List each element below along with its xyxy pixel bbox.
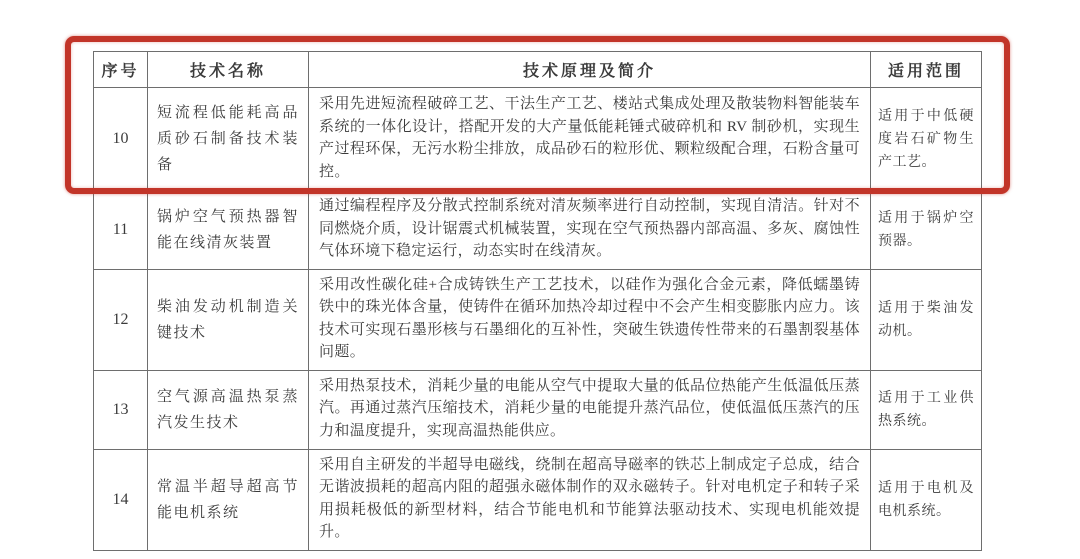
cell-serial: 13 — [94, 370, 148, 449]
table-row — [94, 88, 982, 191]
table-row — [94, 191, 982, 270]
cell-principle: 通过编程程序及分散式控制系统对清灰频率进行自动控制，实现自清洁。针对不同燃烧介质，设计锯震式机械装置，实现在空气预热器内部高温、多灰、腐蚀性气体环境下稳定运行，动态实时在线清灰。 — [309, 191, 871, 270]
cell-name: 柴油发动机制造关键技术 — [148, 269, 309, 370]
cell-scope: 适用于电机及电机系统。 — [871, 449, 982, 550]
cell-name: 常温半超导超高节能电机系统 — [148, 449, 309, 550]
table-header-row — [94, 52, 982, 88]
cell-principle: 采用热泵技术，消耗少量的电能从空气中提取大量的低品位热能产生低温低压蒸汽。再通过蒸汽压缩技术，消耗少量的电能提升蒸汽品位，使低温低压蒸汽的压力和温度提升，实现高温热能供应。 — [309, 370, 871, 449]
cell-scope: 适用于柴油发动机。 — [871, 269, 982, 370]
cell-scope: 适用于工业供热系统。 — [871, 370, 982, 449]
cell-principle: 采用先进短流程破碎工艺、干法生产工艺、楼站式集成处理及散装物料智能装车系统的一体化设计，搭配开发的大产量低能耗锤式破碎机和 RV 制砂机，实现生产过程环保，无污水粉尘排放，成品砂石的粒形优、颗粒级配合理，石粉含量可控。 — [309, 88, 871, 191]
cell-name: 短流程低能耗高品质砂石制备技术装备 — [148, 88, 309, 191]
cell-serial: 14 — [94, 449, 148, 550]
cell-name: 空气源高温热泵蒸汽发生技术 — [148, 370, 309, 449]
column-header-serial: 序号 — [94, 52, 148, 88]
table-row — [94, 269, 982, 370]
cell-serial: 12 — [94, 269, 148, 370]
cell-serial: 11 — [94, 191, 148, 270]
cell-scope: 适用于锅炉空预器。 — [871, 191, 982, 270]
cell-principle: 采用改性碳化硅+合成铸铁生产工艺技术，以硅作为强化合金元素，降低蠕墨铸铁中的珠光体含量，使铸件在循环加热冷却过程中不会产生相变膨胀内应力。该技术可实现石墨形核与石墨细化的互补性，突破生铁遗传性带来的石墨割裂基体问题。 — [309, 269, 871, 370]
cell-principle: 采用自主研发的半超导电磁线，绕制在超高导磁率的铁芯上制成定子总成，结合无谐波损耗的超高内阻的超强永磁体制作的双永磁转子。针对电机定子和转子采用损耗极低的新型材料，结合节能电机和节能算法驱动技术、实现电机能效提升。 — [309, 449, 871, 550]
table-row — [94, 449, 982, 550]
table-row — [94, 370, 982, 449]
column-header-name: 技术名称 — [148, 52, 309, 88]
column-header-scope: 适用范围 — [871, 52, 982, 88]
cell-serial: 10 — [94, 88, 148, 191]
cell-scope: 适用于中低硬度岩石矿物生产工艺。 — [871, 88, 982, 191]
column-header-principle: 技术原理及简介 — [309, 52, 871, 88]
cell-name: 锅炉空气预热器智能在线清灰装置 — [148, 191, 309, 270]
technology-table — [93, 51, 982, 551]
